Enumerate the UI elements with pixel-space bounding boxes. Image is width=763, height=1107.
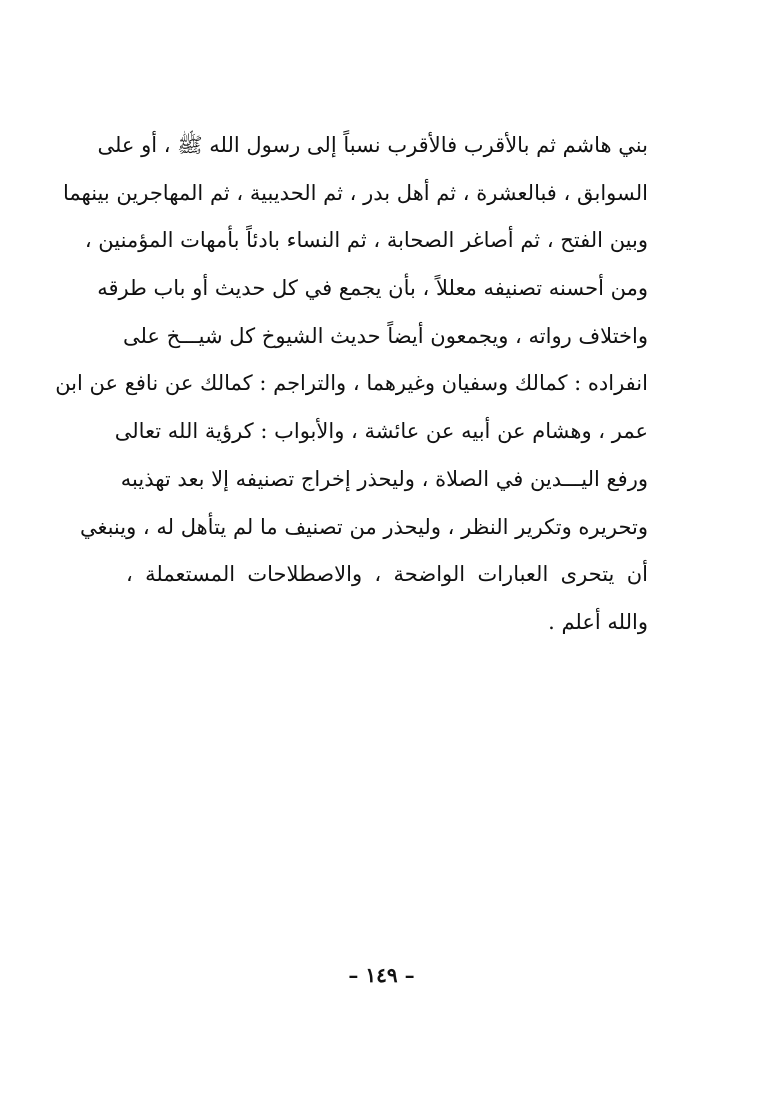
text-line-5: واختلاف رواته ، ويجمعون أيضاً حديث الشيوخ كل شيـــخ على [122,323,648,348]
text-line-9: وتحريره وتكرير النظر ، وليحذر من تصنيف ما لم يتأهل له ، وينبغي [79,514,648,539]
text-line-7: عمر ، وهشام عن أبيه عن عائشة ، والأبواب : كرؤية الله تعالى [114,419,648,444]
body-text [55,122,648,647]
text-line-10: أن يتحرى العبارات الواضحة ، والاصطلاحات المستعملة ، [126,562,648,587]
text-line-2: السوابق ، فبالعشرة ، ثم أهل بدر ، ثم الحديبية ، ثم المهاجرين بينهما [63,180,648,205]
text-line-6: انفراده : كمالك وسفيان وغيرهما ، والتراجم : كمالك عن نافع عن ابن [55,371,648,396]
page-number: – ١٤٩ – [348,963,415,987]
text-line-1: بني هاشم ثم بالأقرب فالأقرب نسباً إلى رسول الله ﷺ ، أو على [97,133,648,157]
text-line-11: والله أعلم . [548,609,648,634]
text-line-4: ومن أحسنه تصنيفه معللاً ، بأن يجمع في كل حديث أو باب طرقه [97,276,648,301]
text-line-8: ورفع اليـــدين في الصلاة ، وليحذر إخراج تصنيفه إلا بعد تهذيبه [120,466,648,491]
text-line-3: وبين الفتح ، ثم أصاغر الصحابة ، ثم النساء بادئاً بأمهات المؤمنين ، [84,228,648,253]
